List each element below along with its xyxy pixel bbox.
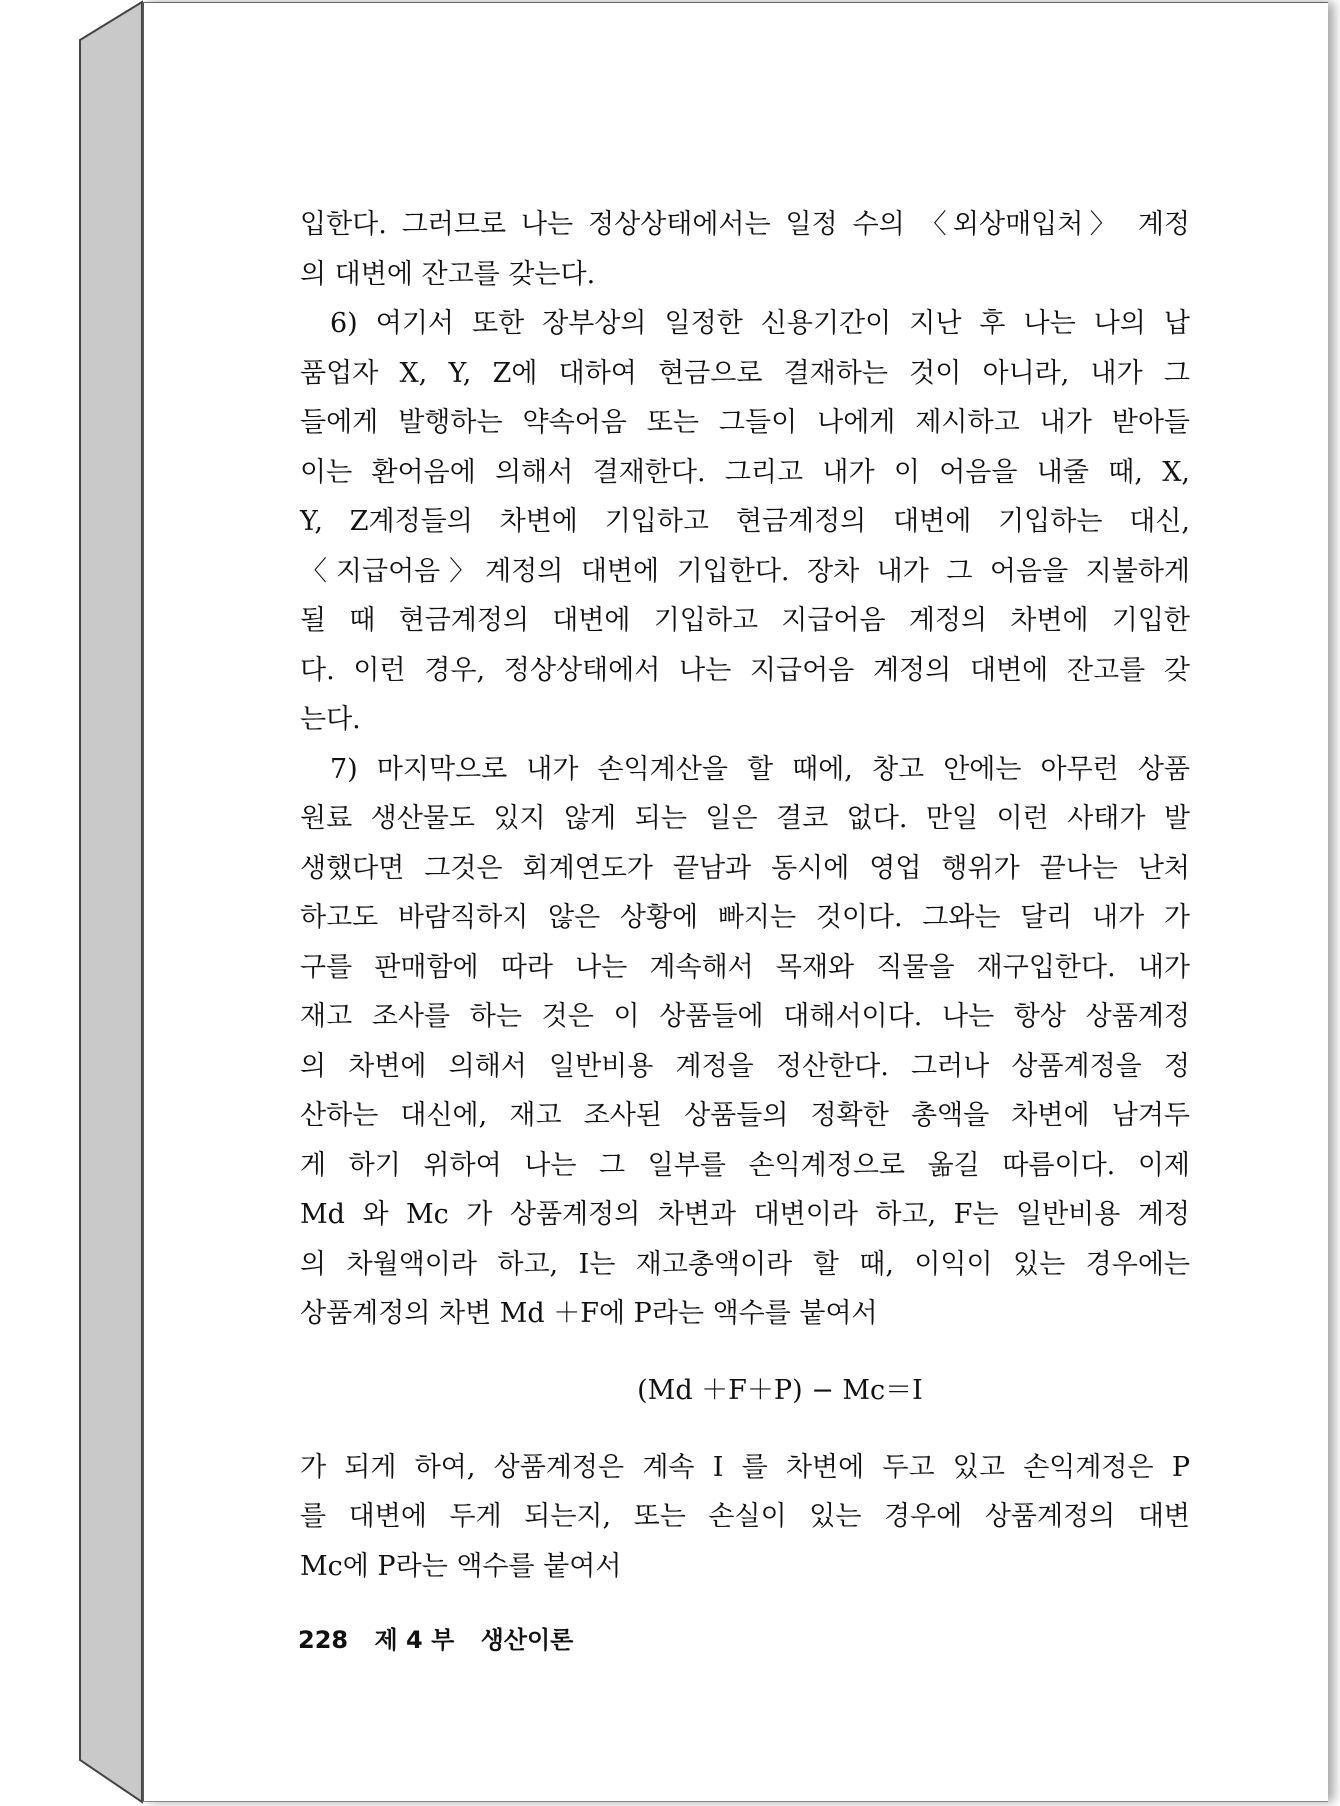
- text-line: 〈지급어음〉계정의 대변에 기입한다. 장차 내가 그 어음을 지불하게: [300, 555, 1190, 587]
- text-line: 를 대변에 두게 되는지, 또는 손실이 있는 경우에 상품계정의 대변: [300, 1501, 1190, 1532]
- text-line: 는다.: [300, 704, 361, 735]
- text-line: 원료 생산물도 있지 않게 되는 일은 결코 없다. 만일 이런 사태가 발: [300, 803, 1190, 834]
- chapter-title: 생산이론: [480, 1626, 574, 1654]
- text-line: 다. 이런 경우, 정상상태에서 나는 지급어음 계정의 대변에 잔고를 갖: [300, 654, 1190, 686]
- page-number: 228: [298, 1626, 349, 1654]
- text-line: 될 때 현금계정의 대변에 기입하고 지급어음 계정의 차변에 기입한: [300, 605, 1190, 636]
- text-line: 의 차월액이라 하고, I는 재고총액이라 할 때, 이익이 있는 경우에는: [300, 1248, 1190, 1280]
- equation: (Md ＋F＋P) − Mc＝I: [637, 1374, 923, 1406]
- text-line: 이는 환어음에 의해서 결재한다. 그리고 내가 이 어음을 내줄 때, X,: [300, 456, 1190, 488]
- text-line: Mc에 P라는 액수를 붙여서: [300, 1550, 622, 1582]
- text-line: 입한다. 그러므로 나는 정상상태에서는 일정 수의 〈외상매입처〉 계정: [300, 209, 1190, 240]
- text-line: 상품계정의 차변 Md ＋F에 P라는 액수를 붙여서: [300, 1298, 878, 1329]
- text-line: Md 와 Mc 가 상품계정의 차변과 대변이라 하고, F는 일반비용 계정: [300, 1199, 1190, 1230]
- text-line: 하고도 바람직하지 않은 상황에 빠지는 것이다. 그와는 달리 내가 가: [300, 902, 1190, 933]
- page-body-text: [300, 200, 1190, 1591]
- text-line: 들에게 발행하는 약속어음 또는 그들이 나에게 제시하고 내가 받아들: [300, 407, 1190, 438]
- text-line: 의 차변에 의해서 일반비용 계정을 정산한다. 그러나 상품계정을 정: [300, 1050, 1190, 1082]
- text-line: 게 하기 위하여 나는 그 일부를 손익계정으로 옮길 따름이다. 이제: [300, 1149, 1190, 1181]
- page-footer: [298, 1620, 591, 1655]
- text-line: 생했다면 그것은 회계연도가 끝남과 동시에 영업 행위가 끝나는 난처: [300, 852, 1190, 884]
- text-line: 산하는 대신에, 재고 조사된 상품들의 정확한 총액을 차변에 남겨두: [300, 1100, 1190, 1131]
- paragraph-start-line: 7) 마지막으로 내가 손익계산을 할 때에, 창고 안에는 아무런 상품: [330, 753, 1190, 785]
- text-line: Y, Z계정들의 차변에 기입하고 현금계정의 대변에 기입하는 대신,: [300, 506, 1190, 537]
- text-line: 가 되게 하여, 상품계정은 계속 I 를 차변에 두고 있고 손익계정은 P: [300, 1451, 1190, 1483]
- text-line: 의 대변에 잔고를 갖는다.: [300, 258, 596, 290]
- text-line: 구를 판매함에 따라 나는 계속해서 목재와 직물을 재구입한다. 내가: [300, 951, 1190, 983]
- text-line: 재고 조사를 하는 것은 이 상품들에 대해서이다. 나는 항상 상품계정: [300, 1001, 1190, 1032]
- paragraph-start-line: 6) 여기서 또한 장부상의 일정한 신용기간이 지난 후 나는 나의 납: [330, 308, 1190, 339]
- text-line: 품업자 X, Y, Z에 대하여 현금으로 결재하는 것이 아니라, 내가 그: [300, 357, 1190, 389]
- part-label: 제 4 부: [374, 1626, 455, 1654]
